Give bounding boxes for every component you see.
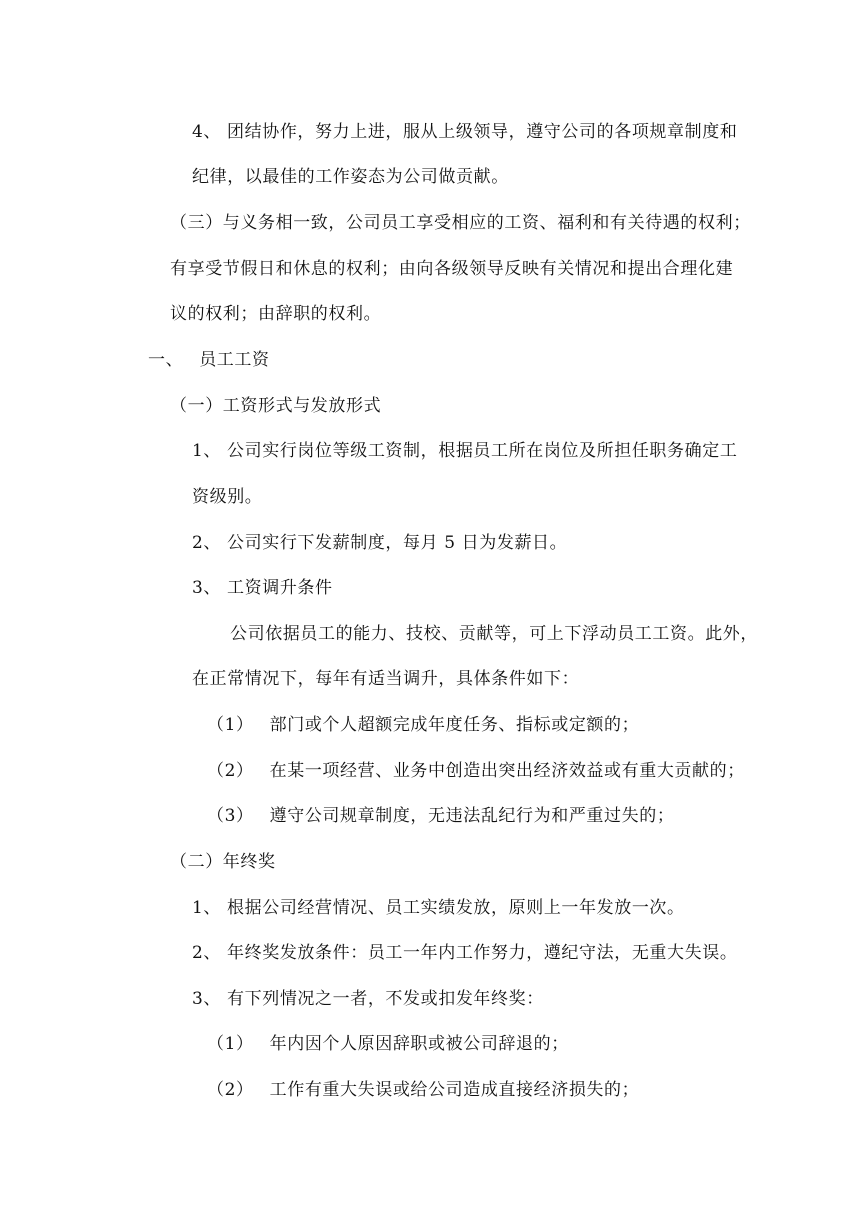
line-text: （三）与义务相一致，公司员工享受相应的工资、福利和有关待遇的权利； xyxy=(170,213,751,233)
paragraph-line xyxy=(192,486,262,508)
list-item xyxy=(207,1033,569,1055)
line-text: 2、 公司实行下发薪制度，每月 5 日为发薪日。 xyxy=(192,533,568,553)
line-text: 3、 工资调升条件 xyxy=(192,578,333,598)
paragraph-line xyxy=(230,623,758,645)
paragraph-line xyxy=(192,532,567,554)
item-text: 在某一项经营、业务中创造出突出经济效益或有重大贡献的； xyxy=(269,761,745,781)
list-item xyxy=(207,1079,639,1101)
paragraph-line xyxy=(192,166,509,188)
item-text: 年内因个人原因辞职或被公司辞退的； xyxy=(269,1034,569,1054)
paragraph-line xyxy=(192,121,737,143)
line-text: 纪律，以最佳的工作姿态为公司做贡献。 xyxy=(192,167,509,187)
paragraph-line xyxy=(192,942,737,964)
item-text: 遵守公司规章制度，无违法乱纪行为和严重过失的； xyxy=(269,806,675,826)
subsection-heading xyxy=(170,395,381,417)
list-item xyxy=(207,714,639,736)
line-text: 资级别。 xyxy=(192,487,263,507)
list-item xyxy=(207,760,745,782)
line-text: 有享受节假日和休息的权利；由向各级领导反映有关情况和提出合理化建 xyxy=(170,259,734,279)
line-text: 1、 根据公司经营情况、员工实绩发放，原则上一年发放一次。 xyxy=(192,898,685,918)
item-number: （1） xyxy=(207,715,254,735)
section-heading xyxy=(148,349,270,371)
paragraph-line xyxy=(192,897,685,919)
line-text: 议的权利；由辞职的权利。 xyxy=(170,304,382,324)
paragraph-line xyxy=(192,668,579,690)
paragraph-line xyxy=(170,303,381,325)
paragraph-line xyxy=(192,577,333,599)
list-item xyxy=(207,805,674,827)
item-number: （1） xyxy=(207,1034,254,1054)
line-text: （二）年终奖 xyxy=(170,852,276,872)
paragraph-line xyxy=(192,440,737,462)
section-title: 员工工资 xyxy=(199,350,270,370)
line-text: 4、 团结协作，努力上进，服从上级领导，遵守公司的各项规章制度和 xyxy=(192,122,738,142)
paragraph-line xyxy=(192,988,544,1010)
paragraph-line xyxy=(170,212,751,234)
item-text: 部门或个人超额完成年度任务、指标或定额的； xyxy=(269,715,640,735)
line-text: 2、 年终奖发放条件：员工一年内工作努力，遵纪守法，无重大失误。 xyxy=(192,943,738,963)
subsection-heading xyxy=(170,851,276,873)
section-number: 一、 xyxy=(148,350,184,370)
item-number: （2） xyxy=(207,1080,254,1100)
line-text: 公司依据员工的能力、技校、贡献等，可上下浮动员工工资。此外， xyxy=(230,624,758,644)
item-number: （2） xyxy=(207,761,254,781)
line-text: （一）工资形式与发放形式 xyxy=(170,396,382,416)
item-text: 工作有重大失误或给公司造成直接经济损失的； xyxy=(269,1080,640,1100)
paragraph-line xyxy=(170,258,733,280)
line-text: 在正常情况下，每年有适当调升，具体条件如下： xyxy=(192,669,580,689)
line-text: 1、 公司实行岗位等级工资制，根据员工所在岗位及所担任职务确定工 xyxy=(192,441,738,461)
item-number: （3） xyxy=(207,806,254,826)
line-text: 3、 有下列情况之一者，不发或扣发年终奖： xyxy=(192,989,544,1009)
